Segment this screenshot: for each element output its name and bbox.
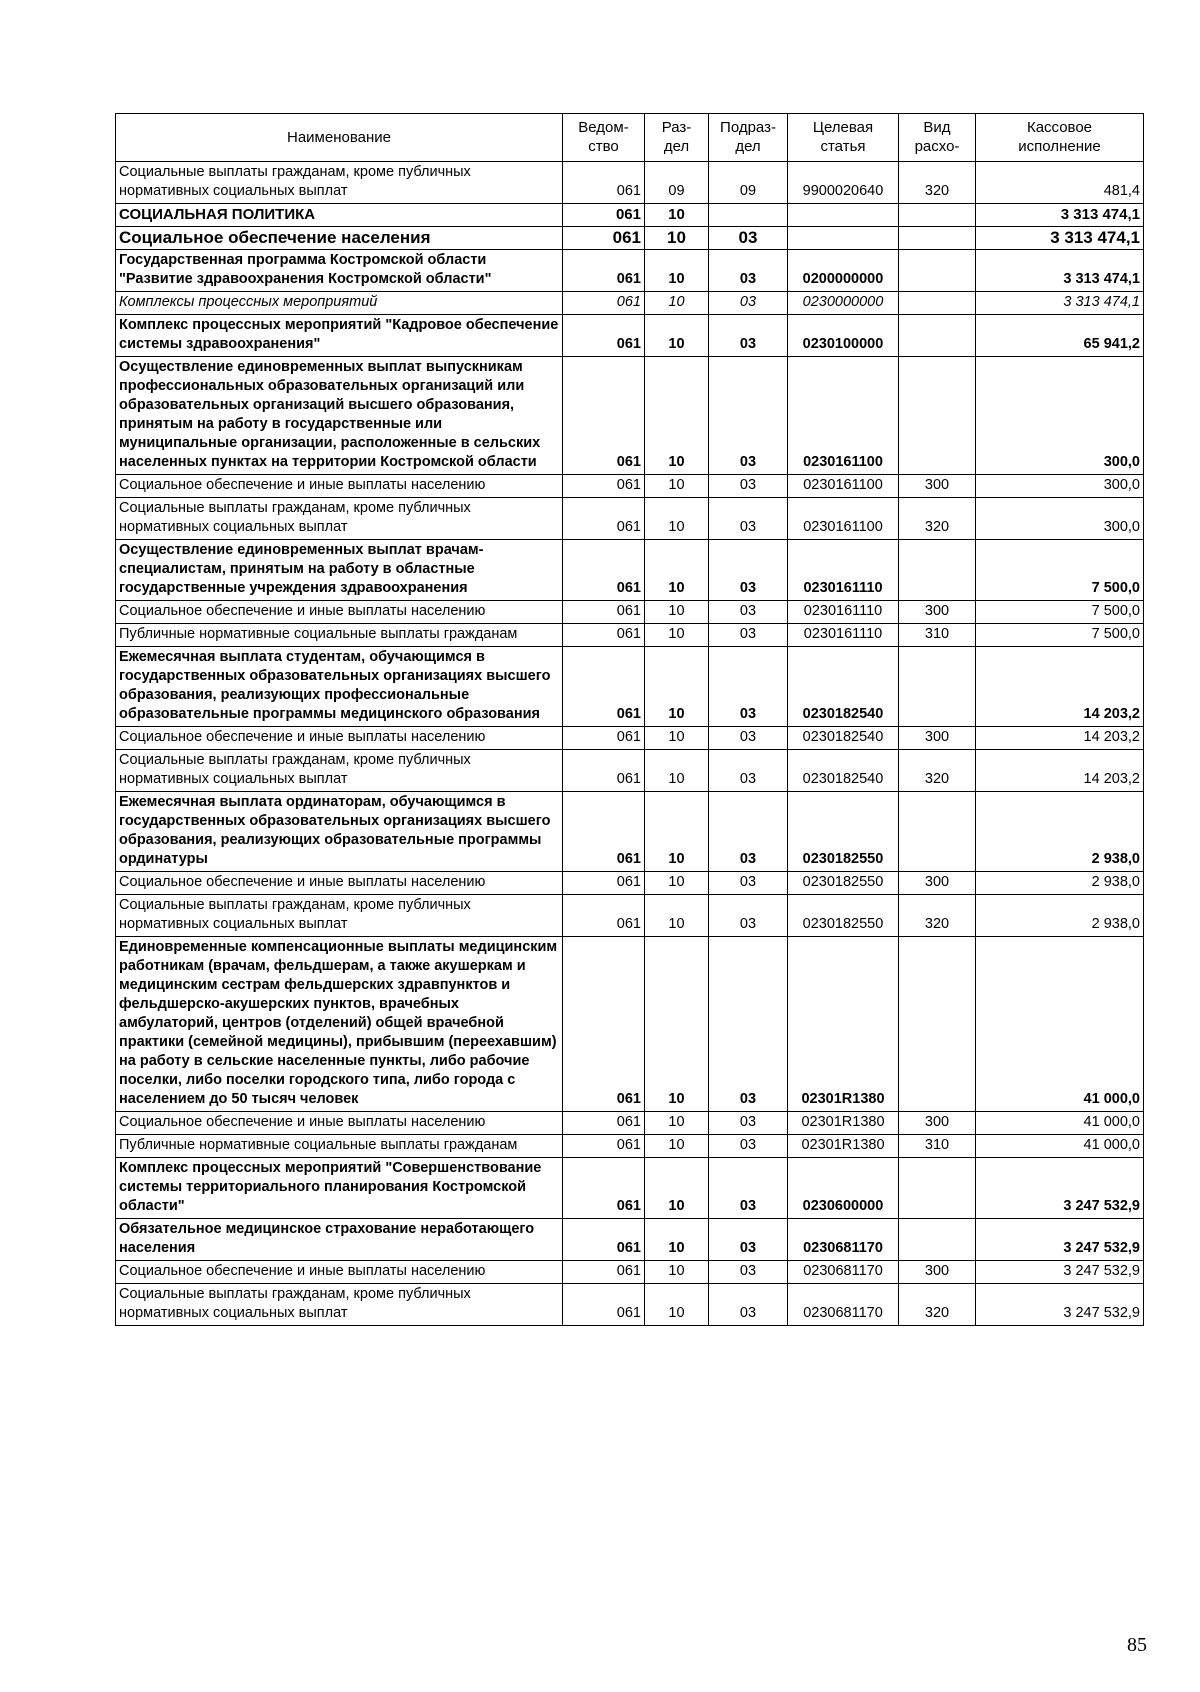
cell-podrazdel: 03 xyxy=(709,475,788,498)
cell-name: СОЦИАЛЬНАЯ ПОЛИТИКА xyxy=(116,204,563,227)
cell-razdel: 10 xyxy=(645,292,709,315)
cell-razdel: 10 xyxy=(645,540,709,601)
cell-podrazdel: 03 xyxy=(709,1261,788,1284)
table-row xyxy=(116,601,1144,624)
cell-cel: 0230161110 xyxy=(788,601,899,624)
cell-vid: 310 xyxy=(899,1135,976,1158)
cell-vid: 300 xyxy=(899,1112,976,1135)
cell-cel: 0200000000 xyxy=(788,250,899,292)
cell-name: Социальные выплаты гражданам, кроме публичных нормативных социальных выплат xyxy=(116,895,563,937)
cell-name: Государственная программа Костромской области "Развитие здравоохранения Костромской области" xyxy=(116,250,563,292)
cell-ved: 061 xyxy=(563,162,645,204)
cell-cel: 0230161100 xyxy=(788,498,899,540)
cell-podrazdel: 03 xyxy=(709,1158,788,1219)
table-row xyxy=(116,895,1144,937)
cell-sum: 2 938,0 xyxy=(976,872,1144,895)
cell-cel: 0230681170 xyxy=(788,1219,899,1261)
cell-ved: 061 xyxy=(563,750,645,792)
cell-sum: 300,0 xyxy=(976,475,1144,498)
page-number: 85 xyxy=(1127,1634,1147,1656)
cell-cel: 0230100000 xyxy=(788,315,899,357)
cell-ved: 061 xyxy=(563,475,645,498)
cell-ved: 061 xyxy=(563,498,645,540)
cell-razdel: 10 xyxy=(645,750,709,792)
cell-ved: 061 xyxy=(563,727,645,750)
cell-razdel: 10 xyxy=(645,498,709,540)
cell-vid: 300 xyxy=(899,601,976,624)
cell-cel: 0230182550 xyxy=(788,792,899,872)
header-podrazdel: Подраз- дел xyxy=(709,114,788,162)
cell-ved: 061 xyxy=(563,872,645,895)
cell-cel: 02301R1380 xyxy=(788,1112,899,1135)
cell-podrazdel: 03 xyxy=(709,315,788,357)
cell-sum: 14 203,2 xyxy=(976,727,1144,750)
cell-name: Комплексы процессных мероприятий xyxy=(116,292,563,315)
cell-podrazdel: 03 xyxy=(709,227,788,250)
table-row xyxy=(116,162,1144,204)
cell-sum: 3 313 474,1 xyxy=(976,250,1144,292)
cell-podrazdel: 03 xyxy=(709,1284,788,1326)
table-row xyxy=(116,204,1144,227)
cell-ved: 061 xyxy=(563,540,645,601)
cell-ved: 061 xyxy=(563,1284,645,1326)
cell-podrazdel: 03 xyxy=(709,872,788,895)
cell-cel xyxy=(788,227,899,250)
cell-vid xyxy=(899,292,976,315)
header-row xyxy=(116,114,1144,162)
table-row xyxy=(116,292,1144,315)
cell-podrazdel: 03 xyxy=(709,601,788,624)
cell-sum: 3 247 532,9 xyxy=(976,1284,1144,1326)
cell-sum: 7 500,0 xyxy=(976,624,1144,647)
cell-ved: 061 xyxy=(563,357,645,475)
cell-name: Осуществление единовременных выплат выпускникам профессиональных образовательных организаций или образовательных организаций высшего образования, принятым на работу в государственные или муниципальные организации, расположенные в сельских населенных пунктах на территории Костромской области xyxy=(116,357,563,475)
cell-sum: 14 203,2 xyxy=(976,750,1144,792)
cell-vid: 320 xyxy=(899,498,976,540)
header-vid: Вид расхо- xyxy=(899,114,976,162)
cell-cel: 0230182540 xyxy=(788,727,899,750)
cell-sum: 7 500,0 xyxy=(976,601,1144,624)
table-row xyxy=(116,624,1144,647)
cell-cel: 0230681170 xyxy=(788,1261,899,1284)
cell-sum: 300,0 xyxy=(976,357,1144,475)
table-row xyxy=(116,727,1144,750)
cell-razdel: 10 xyxy=(645,872,709,895)
cell-razdel: 10 xyxy=(645,601,709,624)
cell-cel: 0230182550 xyxy=(788,895,899,937)
cell-podrazdel: 03 xyxy=(709,1135,788,1158)
cell-razdel: 10 xyxy=(645,1219,709,1261)
cell-name: Социальное обеспечение и иные выплаты населению xyxy=(116,1112,563,1135)
cell-cel: 0230182540 xyxy=(788,647,899,727)
cell-vid xyxy=(899,227,976,250)
cell-razdel: 10 xyxy=(645,895,709,937)
cell-razdel: 10 xyxy=(645,315,709,357)
cell-ved: 061 xyxy=(563,250,645,292)
cell-vid xyxy=(899,540,976,601)
cell-sum: 14 203,2 xyxy=(976,647,1144,727)
cell-name: Социальное обеспечение и иные выплаты населению xyxy=(116,601,563,624)
cell-cel: 9900020640 xyxy=(788,162,899,204)
cell-cel: 0230161100 xyxy=(788,475,899,498)
table-row xyxy=(116,540,1144,601)
cell-name: Единовременные компенсационные выплаты медицинским работникам (врачам, фельдшерам, а также акушеркам и медицинским сестрам фельдшерских здравпунктов и фельдшерско-акушерских пунктов, врачебных амбулаторий, центров (отделений) общей врачебной практики (семейной медицины), прибывшим (переехавшим) на работу в сельские населенные пункты, либо рабочие поселки, либо поселки городского типа, либо города с населением до 50 тысяч человек xyxy=(116,937,563,1112)
cell-name: Ежемесячная выплата ординаторам, обучающимся в государственных образовательных организациях высшего образования, реализующих образовательные программы ординатуры xyxy=(116,792,563,872)
cell-cel: 0230182540 xyxy=(788,750,899,792)
cell-razdel: 10 xyxy=(645,624,709,647)
cell-vid xyxy=(899,647,976,727)
cell-vid: 300 xyxy=(899,872,976,895)
cell-sum: 3 313 474,1 xyxy=(976,204,1144,227)
header-name: Наименование xyxy=(116,114,563,162)
cell-sum: 3 247 532,9 xyxy=(976,1261,1144,1284)
cell-sum: 3 313 474,1 xyxy=(976,227,1144,250)
header-sum: Кассовое исполнение xyxy=(976,114,1144,162)
cell-razdel: 10 xyxy=(645,204,709,227)
cell-ved: 061 xyxy=(563,624,645,647)
cell-name: Социальные выплаты гражданам, кроме публичных нормативных социальных выплат xyxy=(116,498,563,540)
cell-podrazdel: 03 xyxy=(709,498,788,540)
cell-podrazdel: 03 xyxy=(709,895,788,937)
cell-ved: 061 xyxy=(563,315,645,357)
table-row xyxy=(116,1261,1144,1284)
cell-podrazdel: 03 xyxy=(709,1219,788,1261)
cell-podrazdel: 03 xyxy=(709,250,788,292)
cell-sum: 41 000,0 xyxy=(976,937,1144,1112)
cell-name: Социальные выплаты гражданам, кроме публичных нормативных социальных выплат xyxy=(116,750,563,792)
table-row xyxy=(116,357,1144,475)
cell-cel: 02301R1380 xyxy=(788,937,899,1112)
cell-name: Социальное обеспечение и иные выплаты населению xyxy=(116,727,563,750)
cell-vid xyxy=(899,937,976,1112)
table-row xyxy=(116,872,1144,895)
cell-vid xyxy=(899,315,976,357)
cell-vid: 320 xyxy=(899,1284,976,1326)
cell-razdel: 10 xyxy=(645,1284,709,1326)
cell-podrazdel: 03 xyxy=(709,292,788,315)
cell-name: Социальные выплаты гражданам, кроме публичных нормативных социальных выплат xyxy=(116,1284,563,1326)
cell-sum: 2 938,0 xyxy=(976,895,1144,937)
header-cel: Целевая статья xyxy=(788,114,899,162)
table-row xyxy=(116,937,1144,1112)
cell-podrazdel: 03 xyxy=(709,792,788,872)
cell-podrazdel xyxy=(709,204,788,227)
header-razdel: Раз- дел xyxy=(645,114,709,162)
cell-razdel: 10 xyxy=(645,1158,709,1219)
cell-name: Социальное обеспечение и иные выплаты населению xyxy=(116,872,563,895)
cell-razdel: 10 xyxy=(645,727,709,750)
cell-razdel: 10 xyxy=(645,937,709,1112)
header-ved: Ведом- ство xyxy=(563,114,645,162)
table-row xyxy=(116,792,1144,872)
cell-name: Осуществление единовременных выплат врачам-специалистам, принятым на работу в областные государственные учреждения здравоохранения xyxy=(116,540,563,601)
cell-sum: 3 247 532,9 xyxy=(976,1158,1144,1219)
table-row xyxy=(116,250,1144,292)
cell-sum: 41 000,0 xyxy=(976,1112,1144,1135)
cell-sum: 7 500,0 xyxy=(976,540,1144,601)
cell-vid: 320 xyxy=(899,750,976,792)
cell-vid: 300 xyxy=(899,1261,976,1284)
cell-podrazdel: 03 xyxy=(709,540,788,601)
cell-ved: 061 xyxy=(563,895,645,937)
cell-sum: 481,4 xyxy=(976,162,1144,204)
cell-cel xyxy=(788,204,899,227)
cell-name: Социальное обеспечение и иные выплаты населению xyxy=(116,475,563,498)
cell-podrazdel: 03 xyxy=(709,357,788,475)
cell-podrazdel: 03 xyxy=(709,1112,788,1135)
cell-razdel: 10 xyxy=(645,1112,709,1135)
cell-vid xyxy=(899,204,976,227)
cell-vid xyxy=(899,792,976,872)
table-row xyxy=(116,1112,1144,1135)
cell-ved: 061 xyxy=(563,647,645,727)
cell-podrazdel: 03 xyxy=(709,647,788,727)
cell-vid: 300 xyxy=(899,727,976,750)
cell-cel: 0230161110 xyxy=(788,540,899,601)
cell-ved: 061 xyxy=(563,937,645,1112)
cell-podrazdel: 03 xyxy=(709,727,788,750)
cell-razdel: 10 xyxy=(645,357,709,475)
cell-vid xyxy=(899,1219,976,1261)
cell-razdel: 10 xyxy=(645,1135,709,1158)
cell-name: Обязательное медицинское страхование неработающего населения xyxy=(116,1219,563,1261)
cell-cel: 0230161110 xyxy=(788,624,899,647)
cell-vid xyxy=(899,357,976,475)
cell-razdel: 10 xyxy=(645,792,709,872)
cell-ved: 061 xyxy=(563,1261,645,1284)
cell-ved: 061 xyxy=(563,792,645,872)
cell-cel: 0230161100 xyxy=(788,357,899,475)
cell-name: Ежемесячная выплата студентам, обучающимся в государственных образовательных организациях высшего образования, реализующих профессиональные образовательные программы медицинского образования xyxy=(116,647,563,727)
cell-sum: 41 000,0 xyxy=(976,1135,1144,1158)
budget-table xyxy=(115,113,1144,1326)
cell-name: Комплекс процессных мероприятий "Кадровое обеспечение системы здравоохранения" xyxy=(116,315,563,357)
cell-razdel: 09 xyxy=(645,162,709,204)
table-row xyxy=(116,647,1144,727)
cell-cel: 0230681170 xyxy=(788,1284,899,1326)
cell-cel: 0230000000 xyxy=(788,292,899,315)
cell-ved: 061 xyxy=(563,1112,645,1135)
cell-vid: 320 xyxy=(899,895,976,937)
cell-ved: 061 xyxy=(563,292,645,315)
table-row xyxy=(116,750,1144,792)
cell-sum: 3 313 474,1 xyxy=(976,292,1144,315)
cell-sum: 3 247 532,9 xyxy=(976,1219,1144,1261)
table-row xyxy=(116,1135,1144,1158)
cell-ved: 061 xyxy=(563,1158,645,1219)
table-body xyxy=(116,162,1144,1326)
cell-name: Социальное обеспечение населения xyxy=(116,227,563,250)
table-row xyxy=(116,1158,1144,1219)
table-row xyxy=(116,227,1144,250)
cell-sum: 2 938,0 xyxy=(976,792,1144,872)
cell-vid: 310 xyxy=(899,624,976,647)
cell-razdel: 10 xyxy=(645,1261,709,1284)
cell-ved: 061 xyxy=(563,1135,645,1158)
cell-cel: 0230182550 xyxy=(788,872,899,895)
cell-sum: 65 941,2 xyxy=(976,315,1144,357)
cell-podrazdel: 09 xyxy=(709,162,788,204)
table-row xyxy=(116,315,1144,357)
cell-sum: 300,0 xyxy=(976,498,1144,540)
cell-name: Социальное обеспечение и иные выплаты населению xyxy=(116,1261,563,1284)
cell-vid: 320 xyxy=(899,162,976,204)
cell-cel: 02301R1380 xyxy=(788,1135,899,1158)
cell-podrazdel: 03 xyxy=(709,624,788,647)
cell-vid: 300 xyxy=(899,475,976,498)
cell-ved: 061 xyxy=(563,204,645,227)
cell-name: Комплекс процессных мероприятий "Совершенствование системы территориального планирования Костромской области" xyxy=(116,1158,563,1219)
table-row xyxy=(116,1219,1144,1261)
cell-cel: 0230600000 xyxy=(788,1158,899,1219)
cell-razdel: 10 xyxy=(645,475,709,498)
table-row xyxy=(116,475,1144,498)
cell-ved: 061 xyxy=(563,1219,645,1261)
cell-razdel: 10 xyxy=(645,250,709,292)
cell-name: Социальные выплаты гражданам, кроме публичных нормативных социальных выплат xyxy=(116,162,563,204)
cell-podrazdel: 03 xyxy=(709,937,788,1112)
cell-name: Публичные нормативные социальные выплаты гражданам xyxy=(116,1135,563,1158)
cell-ved: 061 xyxy=(563,227,645,250)
table-row xyxy=(116,1284,1144,1326)
cell-vid xyxy=(899,1158,976,1219)
cell-razdel: 10 xyxy=(645,647,709,727)
cell-name: Публичные нормативные социальные выплаты гражданам xyxy=(116,624,563,647)
cell-podrazdel: 03 xyxy=(709,750,788,792)
table-row xyxy=(116,498,1144,540)
cell-vid xyxy=(899,250,976,292)
cell-ved: 061 xyxy=(563,601,645,624)
cell-razdel: 10 xyxy=(645,227,709,250)
